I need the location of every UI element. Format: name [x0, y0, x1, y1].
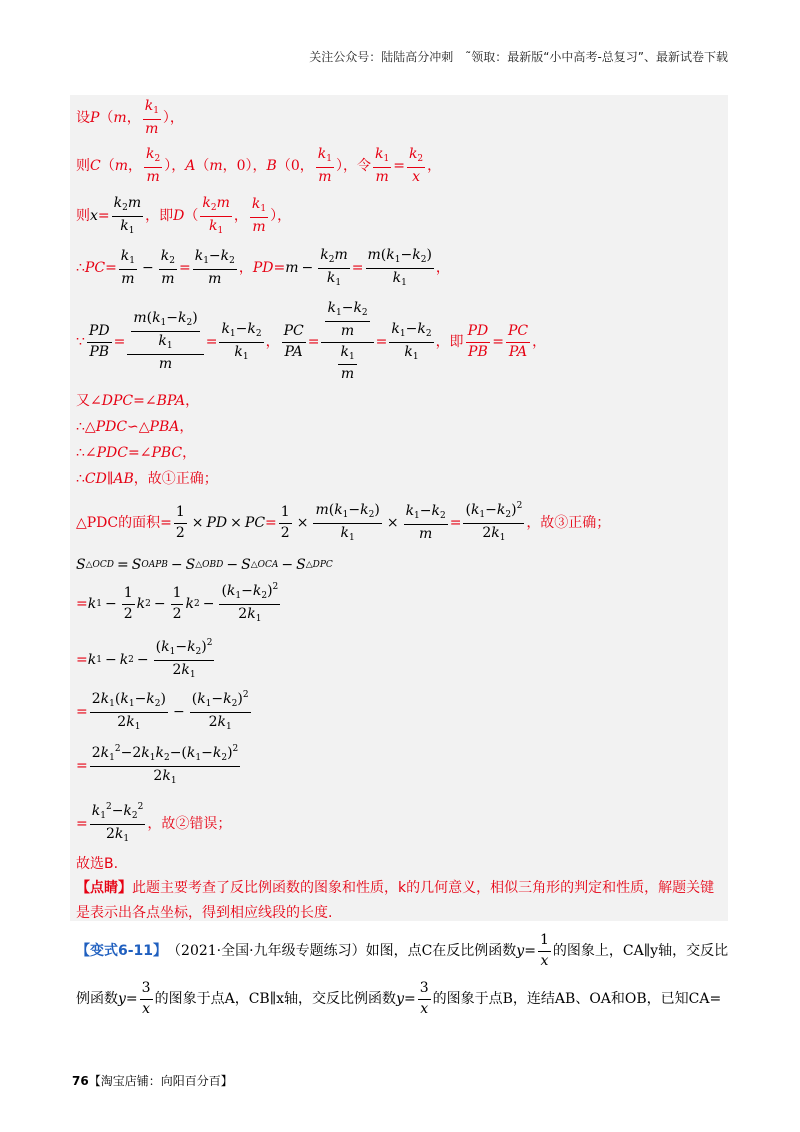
solution-line-13: = k 1 − k 2 − $\frac{(k_1-k_2)^2}{2k_1}$: [76, 638, 213, 680]
variant-line-1: 【变式6-11】 （2021·全国·九年级专题练习） 如图，点C在反比例函数 y = 1 x 的图象上，CA∥y轴，交反比: [76, 932, 729, 969]
variant-tag: 【变式6-11】: [76, 943, 168, 959]
conclusion-1: ，故①正确；: [133, 471, 218, 487]
key-point-body: 此题主要考查了反比例函数的图象和性质，k的几何意义，相似三角形的判定和性质，解题关键是表示出各点坐标，得到相应线段的长度.: [76, 880, 715, 921]
solution-line-6: 又∠ DPC =∠ BPA ，: [76, 393, 200, 409]
solution-line-11: S △OCD = S OAPB − S △OBD − S △OCA − S △DPC: [76, 557, 333, 573]
solution-line-7: ∴△ PDC ∽△ PBA ，: [76, 419, 194, 435]
solution-line-9: ∴ CD ∥ AB ，故①正确；: [76, 471, 218, 487]
variant-source: （2021·全国·九年级专题练习）: [167, 943, 366, 959]
variant-text-2b: 的图象于点A，CB∥x轴，交反比例函数: [154, 991, 397, 1007]
solution-line-8: ∴∠ PDC =∠ PBC ，: [76, 445, 197, 461]
conclusion-2: ，故②错误；: [147, 816, 232, 832]
solution-line-10: △PDC的面积= $\frac{1}{2}$ × PD × PC = $\frac{1}{2}$ × $\frac{m(k_1-k_2)}{k_1}$ × $\frac{k_1-k_2}{m}$ = $(k_1-k_2)^2$ $2k_1$ ，故③正确；: [76, 501, 611, 543]
text-namely: ，即: [145, 208, 174, 224]
key-point-note: [76, 876, 728, 926]
key-point-tag: 【点睛】: [76, 880, 132, 896]
text-then: 则: [76, 208, 90, 224]
solution-line-5: ∵ PD PB = $\frac{m(k_1-k_2)}{k_1}$ m = $k_1-k_2$ $k_1$ ， PC PA = $\frac{k_1-k_2}{m}$ $\frac{k_1}{m}$ = $k_1-k_2$ $k_1$ ，即 PD PB = PC PA ，: [76, 300, 547, 383]
solution-line-1: 设 P （ m ， $k_1$ m ），: [76, 97, 184, 137]
variant-text-1: 如图，点C在反比例函数: [365, 943, 517, 959]
text-set: 设: [76, 110, 90, 126]
solution-choice: 故选B.: [76, 856, 119, 872]
variant-text-2c: 的图象于点B，连结AB、OA和OB，已知CA=: [432, 991, 722, 1007]
footer: [72, 1072, 233, 1089]
solution-line-15: = $\frac{2k_1^2-2k_1k_2-(k_1-k_2)^2}{2k_1}$: [76, 744, 239, 786]
conclusion-3: ，故③正确；: [526, 515, 611, 531]
solution-line-16: = $\frac{k_1^2-k_2^2}{2k_1}$ ，故②错误；: [76, 802, 232, 844]
solution-line-2: 则 C （ m ， $k_2$ m ）， A （ m ，0）， B （0， $k_1$ m ），令 $k_1$ m = $k_2$ x ，: [76, 145, 442, 185]
header-note: 关注公众号：陆陆高分冲刺 ˜领取：最新版“小中高考-总复习”、最新试卷下载: [309, 50, 728, 64]
area-label: △PDC的面积=: [76, 515, 172, 531]
variant-text-2: 例函数: [76, 991, 118, 1007]
variant-text-1b: 的图象上，CA∥y轴，交反比: [552, 943, 729, 959]
solution-line-12: = k 1 − $\frac{1}{2}$ k 2 − $\frac{1}{2}$ k 2 − $\frac{(k_1-k_2)^2}{2k_1}$: [76, 582, 279, 624]
solution-line-4: ∴ PC = $k_1$ m − $\frac{k_2}{m}$ = $k_1-k_2$ m ， PD = m − $\frac{k_2m}{k_1}$ = $m(k_1-k_2)$ $k_1$ ，: [76, 246, 450, 288]
variant-problem: [76, 932, 736, 1018]
variant-line-2: 例函数 y = 3 x 的图象于点A，CB∥x轴，交反比例函数 y = 3 x 的图象于点B，连结AB、OA和OB，已知CA=: [76, 980, 722, 1017]
page-number: 76: [72, 1074, 89, 1088]
solution-line-3: 则 x = $k_2m$ $k_1$ ，即 D （ $k_2m$ $k_1$ ， $k_1$ m ），: [76, 194, 292, 236]
solution-line-14: = $\frac{2k_1(k_1-k_2)}{2k_1}$ − $\frac{(k_1-k_2)^2}{2k_1}$: [76, 690, 249, 732]
shop-label: 【淘宝店铺：向阳百分百】: [88, 1074, 233, 1088]
